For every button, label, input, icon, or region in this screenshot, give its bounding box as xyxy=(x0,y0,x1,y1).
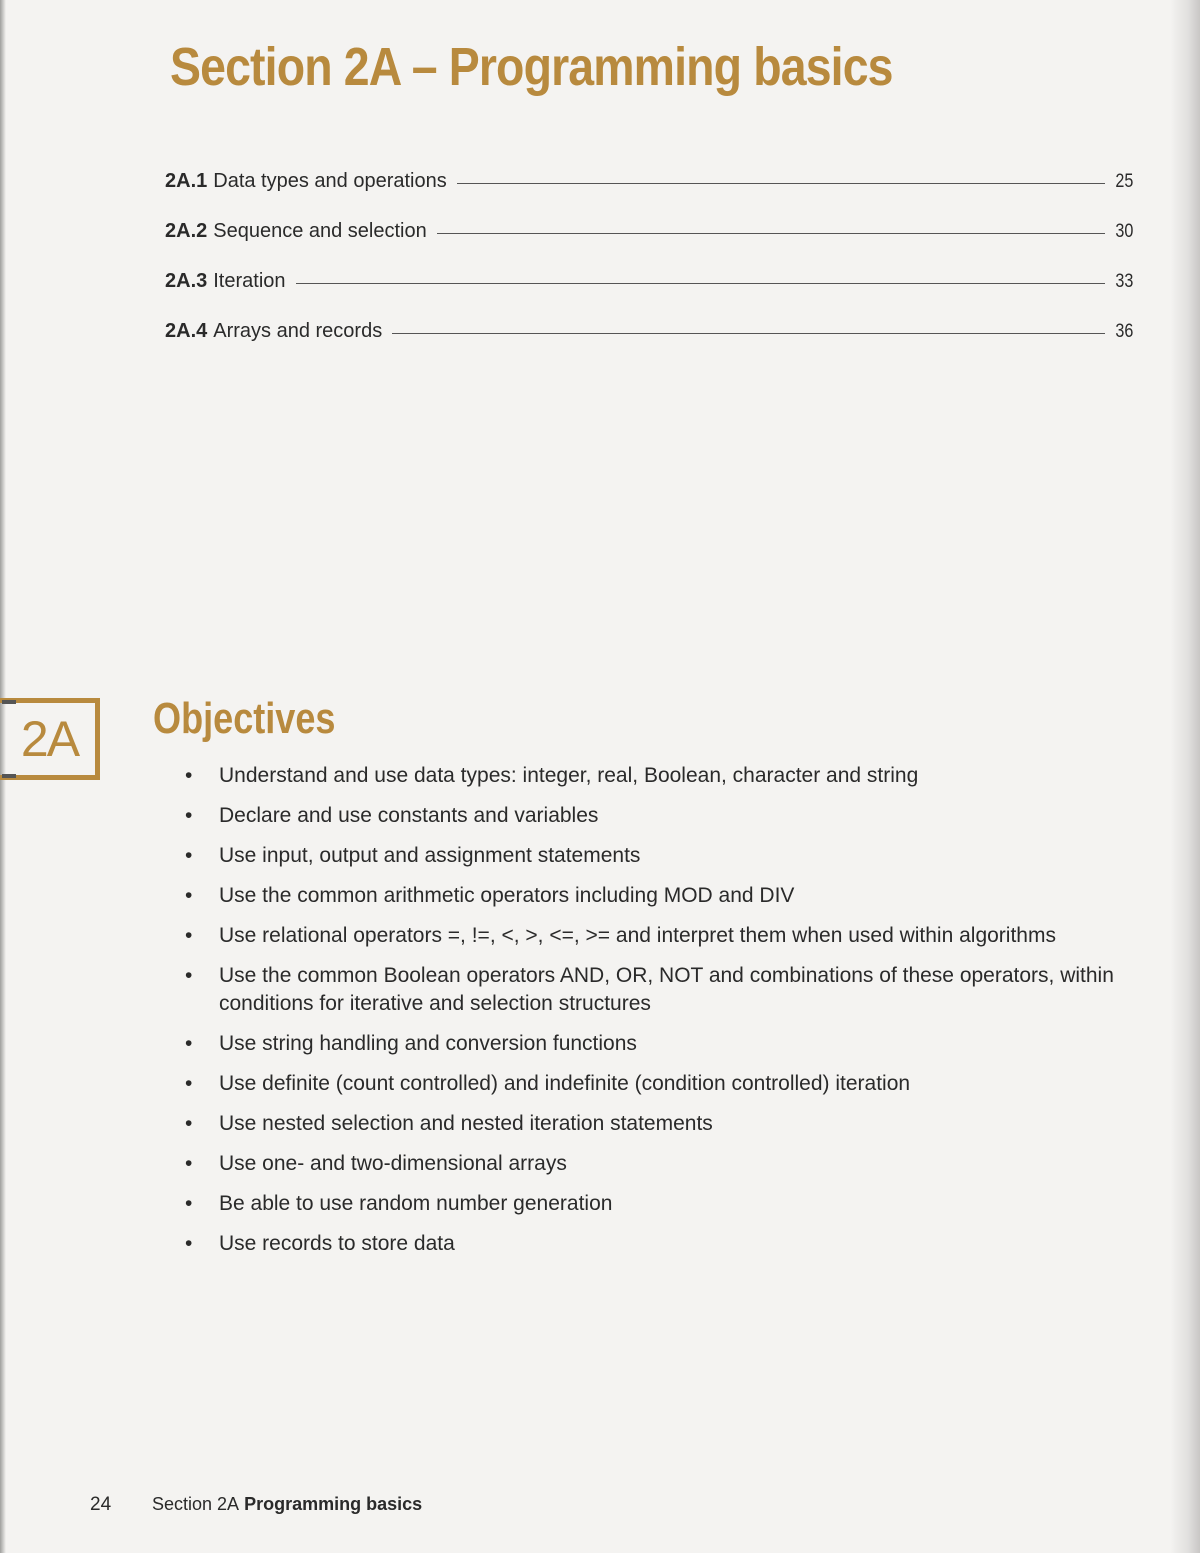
objectives-list xyxy=(185,762,1125,1270)
list-item xyxy=(185,762,1125,790)
table-of-contents xyxy=(165,170,1135,370)
toc-entry-title: Arrays and records xyxy=(213,320,383,342)
bullet-icon: • xyxy=(185,884,193,907)
bullet-icon: • xyxy=(185,764,193,787)
objective-text: Use input, output and assignment statements xyxy=(219,844,641,867)
objective-text: Use definite (count controlled) and indefinite (condition controlled) iteration xyxy=(219,1072,911,1095)
toc-entry-number: 2A.4 xyxy=(165,320,208,342)
list-item xyxy=(185,922,1125,950)
tab-marker-top xyxy=(2,700,16,704)
toc-entry-title: Iteration xyxy=(213,270,286,292)
bullet-icon: • xyxy=(185,844,193,867)
toc-entry[interactable] xyxy=(165,270,1135,320)
toc-leader-line xyxy=(437,233,1105,234)
list-item xyxy=(185,1030,1125,1058)
bullet-icon: • xyxy=(185,964,193,987)
toc-entry-page: 36 xyxy=(1115,321,1134,342)
list-item xyxy=(185,1150,1125,1178)
list-item xyxy=(185,1190,1125,1218)
objective-text: Use the common arithmetic operators including MOD and DIV xyxy=(219,884,795,907)
bullet-icon: • xyxy=(185,1032,193,1055)
toc-entry-title: Sequence and selection xyxy=(213,220,427,242)
objective-text: Use one- and two-dimensional arrays xyxy=(219,1152,567,1175)
objective-text: Declare and use constants and variables xyxy=(219,804,599,827)
bullet-icon: • xyxy=(185,1072,193,1095)
list-item xyxy=(185,802,1125,830)
toc-entry-number: 2A.2 xyxy=(165,220,208,242)
toc-entry-page: 30 xyxy=(1115,221,1134,242)
toc-entry[interactable] xyxy=(165,170,1135,220)
tab-marker-bottom xyxy=(2,774,16,778)
bullet-icon: • xyxy=(185,804,193,827)
list-item xyxy=(185,1230,1125,1258)
bullet-icon: • xyxy=(185,924,193,947)
bullet-icon: • xyxy=(185,1192,193,1215)
toc-entry[interactable] xyxy=(165,220,1135,270)
toc-entry-number: 2A.1 xyxy=(165,170,208,192)
list-item xyxy=(185,962,1125,1018)
toc-entry-page: 25 xyxy=(1115,171,1134,192)
bullet-icon: • xyxy=(185,1232,193,1255)
toc-entry-page: 33 xyxy=(1115,271,1134,292)
page-footer xyxy=(90,1494,422,1516)
objectives-heading: Objectives xyxy=(153,694,336,743)
list-item xyxy=(185,882,1125,910)
toc-leader-line xyxy=(392,333,1105,334)
list-item xyxy=(185,842,1125,870)
toc-entry[interactable] xyxy=(165,320,1135,370)
list-item xyxy=(185,1070,1125,1098)
section-title: Section 2A – Programming basics xyxy=(170,37,893,97)
toc-leader-line xyxy=(457,183,1105,184)
bullet-icon: • xyxy=(185,1112,193,1135)
objective-text: Use records to store data xyxy=(219,1232,455,1255)
section-badge xyxy=(0,698,100,780)
bullet-icon: • xyxy=(185,1152,193,1175)
page-edge-shadow-right xyxy=(1170,0,1200,1553)
list-item xyxy=(185,1110,1125,1138)
footer-section-label: Section 2A xyxy=(152,1494,240,1514)
page-number: 24 xyxy=(90,1494,112,1515)
objective-text: Use relational operators =, !=, <, >, <=, >= and interpret them when used within algorithms xyxy=(219,924,1056,947)
objective-text: Understand and use data types: integer, real, Boolean, character and string xyxy=(219,764,919,787)
objective-text: Use the common Boolean operators AND, OR, NOT and combinations of these operators, within conditions for iterative and selection structures xyxy=(219,964,1114,1015)
toc-leader-line xyxy=(296,283,1105,284)
objective-text: Use string handling and conversion functions xyxy=(219,1032,637,1055)
section-badge-label: 2A xyxy=(20,711,79,767)
toc-entry-title: Data types and operations xyxy=(213,170,447,192)
objective-text: Use nested selection and nested iteration statements xyxy=(219,1112,713,1135)
toc-entry-number: 2A.3 xyxy=(165,270,208,292)
objective-text: Be able to use random number generation xyxy=(219,1192,613,1215)
footer-section-name: Programming basics xyxy=(244,1494,423,1514)
